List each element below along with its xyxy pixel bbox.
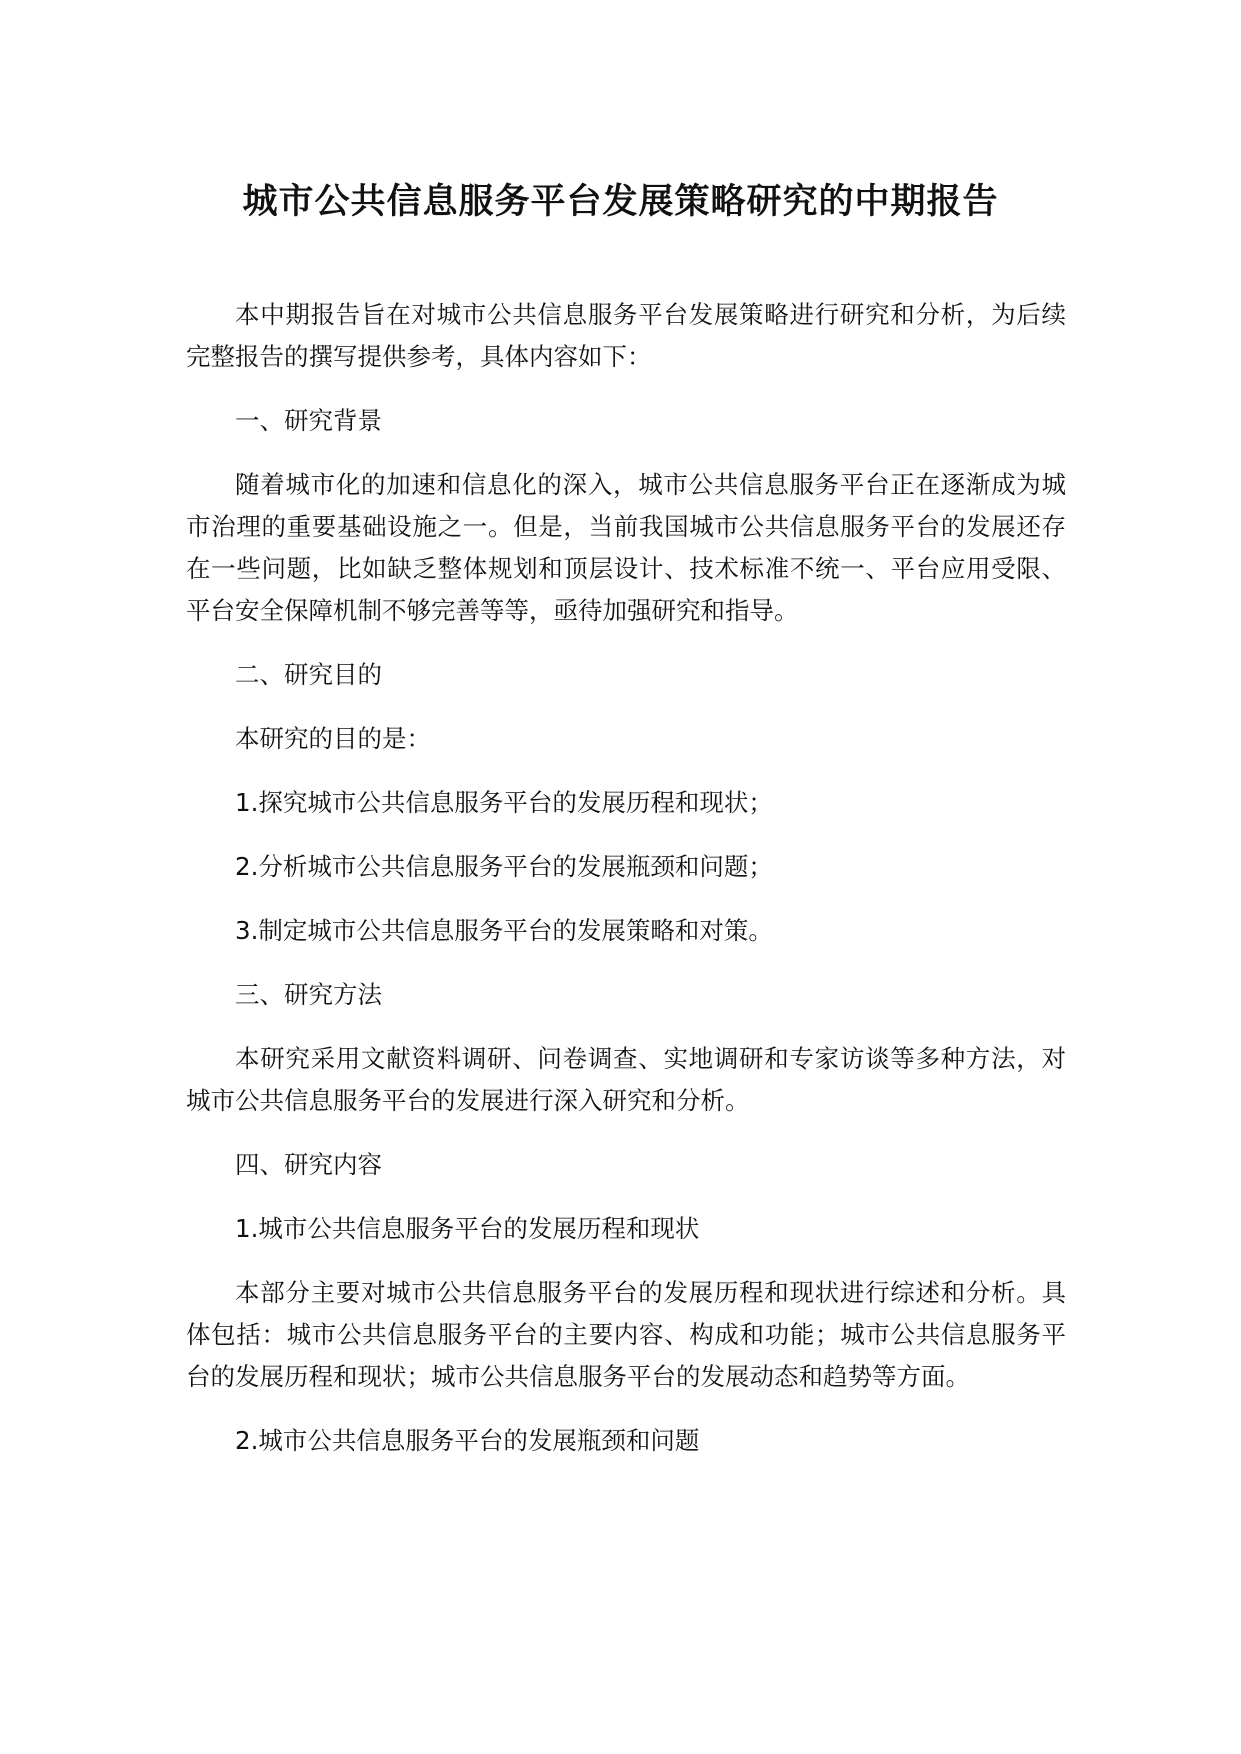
purpose-item-3: 3.制定城市公共信息服务平台的发展策略和对策。 xyxy=(235,916,773,945)
content-subheading-2: 2.城市公共信息服务平台的发展瓶颈和问题 xyxy=(235,1426,700,1455)
purpose-item-1: 1.探究城市公共信息服务平台的发展历程和现状； xyxy=(235,788,773,817)
section-heading-purpose: 二、研究目的 xyxy=(235,660,382,689)
purpose-intro-paragraph: 本研究的目的是： xyxy=(235,724,431,753)
section-heading-method: 三、研究方法 xyxy=(235,980,382,1009)
content-subheading-1: 1.城市公共信息服务平台的发展历程和现状 xyxy=(235,1214,700,1243)
intro-paragraph: 本中期报告旨在对城市公共信息服务平台发展策略进行研究和分析，为后续完整报告的撰写提供参考，具体内容如下： xyxy=(186,300,1066,371)
purpose-item-2: 2.分析城市公共信息服务平台的发展瓶颈和问题； xyxy=(235,852,773,881)
background-paragraph: 随着城市化的加速和信息化的深入，城市公共信息服务平台正在逐渐成为城市治理的重要基础设施之一。但是，当前我国城市公共信息服务平台的发展还存在一些问题，比如缺乏整体规划和顶层设计、技术标准不统一、平台应用受限、平台安全保障机制不够完善等等，亟待加强研究和指导。 xyxy=(186,470,1066,625)
document-title: 城市公共信息服务平台发展策略研究的中期报告 xyxy=(242,182,999,222)
section-heading-content: 四、研究内容 xyxy=(235,1150,382,1179)
document-body xyxy=(186,294,1066,1484)
section-heading-background: 一、研究背景 xyxy=(235,406,382,435)
content-paragraph-1: 本部分主要对城市公共信息服务平台的发展历程和现状进行综述和分析。具体包括：城市公共信息服务平台的主要内容、构成和功能；城市公共信息服务平台的发展历程和现状；城市公共信息服务平台的发展动态和趋势等方面。 xyxy=(186,1278,1066,1391)
method-paragraph: 本研究采用文献资料调研、问卷调查、实地调研和专家访谈等多种方法，对城市公共信息服务平台的发展进行深入研究和分析。 xyxy=(186,1044,1066,1115)
